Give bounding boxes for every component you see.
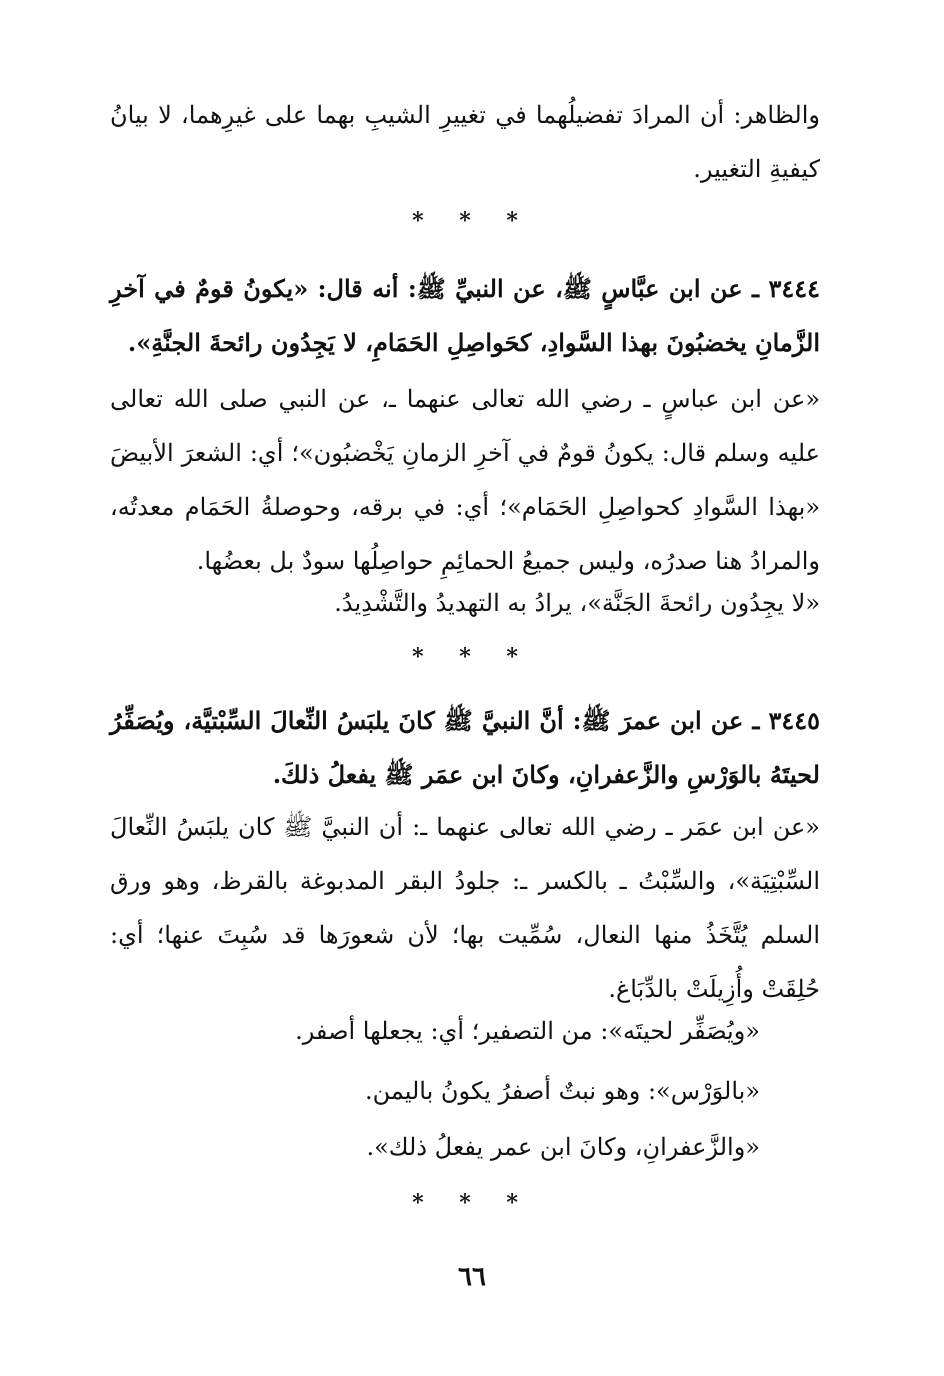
commentary-3444-main: «عن ابن عباسٍ ـ رضي الله تعالى عنهما ـ، عن النبي صلى الله تعالى عليه وسلم قال: يكونُ قومٌ في آخرِ الزمانِ يَخْضبُون»؛ أي: الشعرَ الأبيضَ «بهذا السَّوادِ كحواصِلِ الحَمَام»؛ أي: في برقه، وحوصلةُ الحَمَام معدتُه، والمرادُ هنا صدرُه، وليس جميعُ الحمائِمِ حواصِلُها سودٌ بل بعضُها. — [110, 385, 820, 575]
commentary-3445-yellowing: «ويُصَفِّر لحيتَه»: من التصفير؛ أي: يجعلها أصفر. — [295, 1017, 760, 1045]
paragraph-intro: والظاهر: أن المرادَ تفضيلُهما في تغييرِ الشيبِ بهما على غيرِهما، لا بيانُ كيفيةِ التغيير. — [110, 101, 820, 183]
hadith-3445: ٣٤٤٥ ـ عن ابن عمرَ ﷺ: أنَّ النبيَّ ﷺ كانَ يلبَسُ النِّعالَ السِّبْتيَّة، ويُصَفِّرُ لحيتَهُ بالوَرْسِ والزَّعفرانِ، وكانَ ابن عمَر ﷺ يفعلُ ذلكَ. — [110, 706, 820, 789]
section-separator-2: * * * — [412, 644, 532, 670]
commentary-3445-saffron: «والزَّعفرانِ، وكانَ ابن عمر يفعلُ ذلك». — [366, 1133, 760, 1161]
commentary-3445-sandals: «عن ابن عمَر ـ رضي الله تعالى عنهما ـ: أن النبيَّ ﷺ كان يلبَسُ النِّعالَ السِّبْتِيَة»، والسِّبْتُ ـ بالكسر ـ: جلودُ البقر المدبوغة بالقرظ، وهو ورق السلم يُتَّخَذُ منها النعال، سُمِّيت بها؛ لأن شعورَها قد سُبِتَ عنها؛ أي: حُلِقَتْ وأُزِيلَتْ بالدِّبَاغ. — [110, 813, 820, 1003]
commentary-3445-wars: «بالوَرْس»: وهو نبتٌ أصفرُ يكونُ باليمن. — [364, 1077, 760, 1105]
section-separator-3: * * * — [412, 1190, 532, 1216]
hadith-3444: ٣٤٤٤ ـ عن ابن عبَّاسٍ ﷺ، عن النبيِّ ﷺ: أنه قال: «يكونُ قومٌ في آخرِ الزَّمانِ يخضبُونَ بهذا السَّوادِ، كحَواصِلِ الحَمَامِ، لا يَجِدُون رائحةَ الجنَّةِ». — [110, 274, 820, 357]
section-separator-1: * * * — [412, 208, 532, 234]
page-number: ٦٦ — [458, 1262, 486, 1292]
commentary-3444-threat: «لا يجِدُون رائحةَ الجَنَّة»، يرادُ به التهديدُ والتَّشْدِيدُ. — [334, 589, 820, 617]
